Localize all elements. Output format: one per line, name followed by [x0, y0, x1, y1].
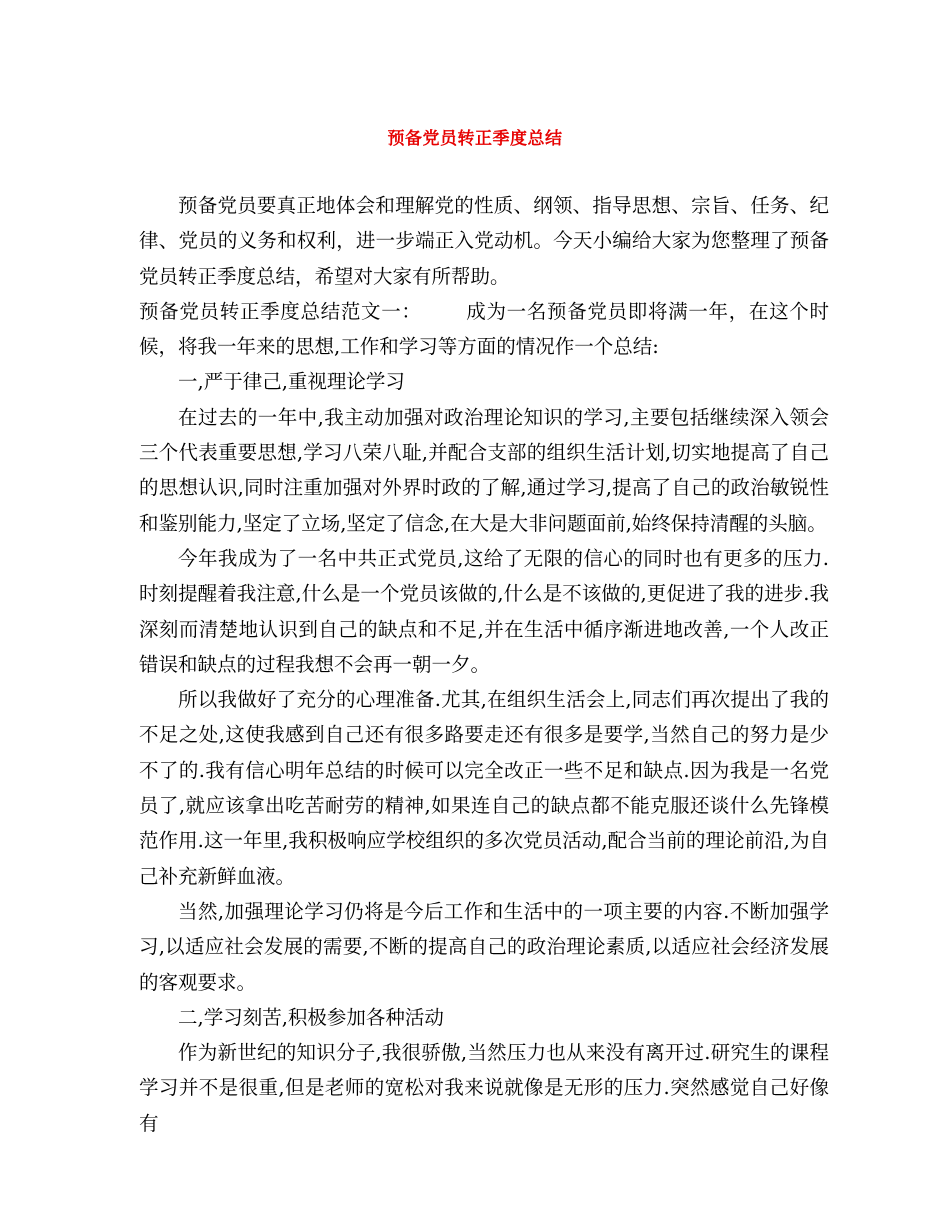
body-paragraph-2: 今年我成为了一名中共正式党员,这给了无限的信心的同时也有更多的压力.时刻提醒着我注意,什么是一个党员该做的,什么是不该做的,更促进了我的进步.我深刻而清楚地认识到自己的缺点和不足,并在生活中循序渐进地改善,一个人改正错误和缺点的过程我想不会再一朝一夕。: [139, 546, 829, 676]
body-paragraph-5: 作为新世纪的知识分子,我很骄傲,当然压力也从来没有离开过.研究生的课程学习并不是很重,但是老师的宽松对我来说就像是无形的压力.突然感觉自己好像有: [139, 1041, 829, 1135]
section-heading-2: 二,学习刻苦,积极参加各种活动: [178, 1005, 444, 1029]
document-body: [139, 188, 829, 1141]
intro-paragraph: 预备党员要真正地体会和理解党的性质、纲领、指导思想、宗旨、任务、纪律、党员的义务和权利，进一步端正入党动机。今天小编给大家为您整理了预备党员转正季度总结，希望对大家有所帮助。: [139, 194, 829, 288]
sample-paragraph: [139, 294, 829, 365]
body-paragraph-3: 所以我做好了充分的心理准备.尤其,在组织生活会上,同志们再次提出了我的不足之处,这使我感到自己还有很多路要走还有很多是要学,当然自己的努力是少不了的.我有信心明年总结的时候可以完全改正一些不足和缺点.因为我是一名党员了,就应该拿出吃苦耐劳的精神,如果连自己的缺点都不能克服还谈什么先锋模范作用.这一年里,我积极响应学校组织的多次党员活动,配合当前的理论前沿,为自己补充新鲜血液。: [139, 688, 829, 888]
sample-opening: 成为一名预备党员即将满一年，在这个时候，将我一年来的思想,工作和学习等方面的情况作一个总结:: [139, 299, 829, 359]
document-title: 预备党员转正季度总结: [387, 129, 563, 149]
section-heading-1: 一,严于律己,重视理论学习: [178, 370, 405, 394]
body-paragraph-1: 在过去的一年中,我主动加强对政治理论知识的学习,主要包括继续深入领会三个代表重要思想,学习八荣八耻,并配合支部的组织生活计划,切实地提高了自己的思想认识,同时注重加强对外界时政的了解,通过学习,提高了自己的政治敏锐性和鉴别能力,坚定了立场,坚定了信念,在大是大非问题面前,始终保持清醒的头脑。: [139, 405, 829, 535]
sample-label: 预备党员转正季度总结范文一：: [139, 299, 422, 323]
body-paragraph-4: 当然,加强理论学习仍将是今后工作和生活中的一项主要的内容.不断加强学习,以适应社会发展的需要,不断的提高自己的政治理论素质,以适应社会经济发展的客观要求。: [139, 899, 829, 994]
